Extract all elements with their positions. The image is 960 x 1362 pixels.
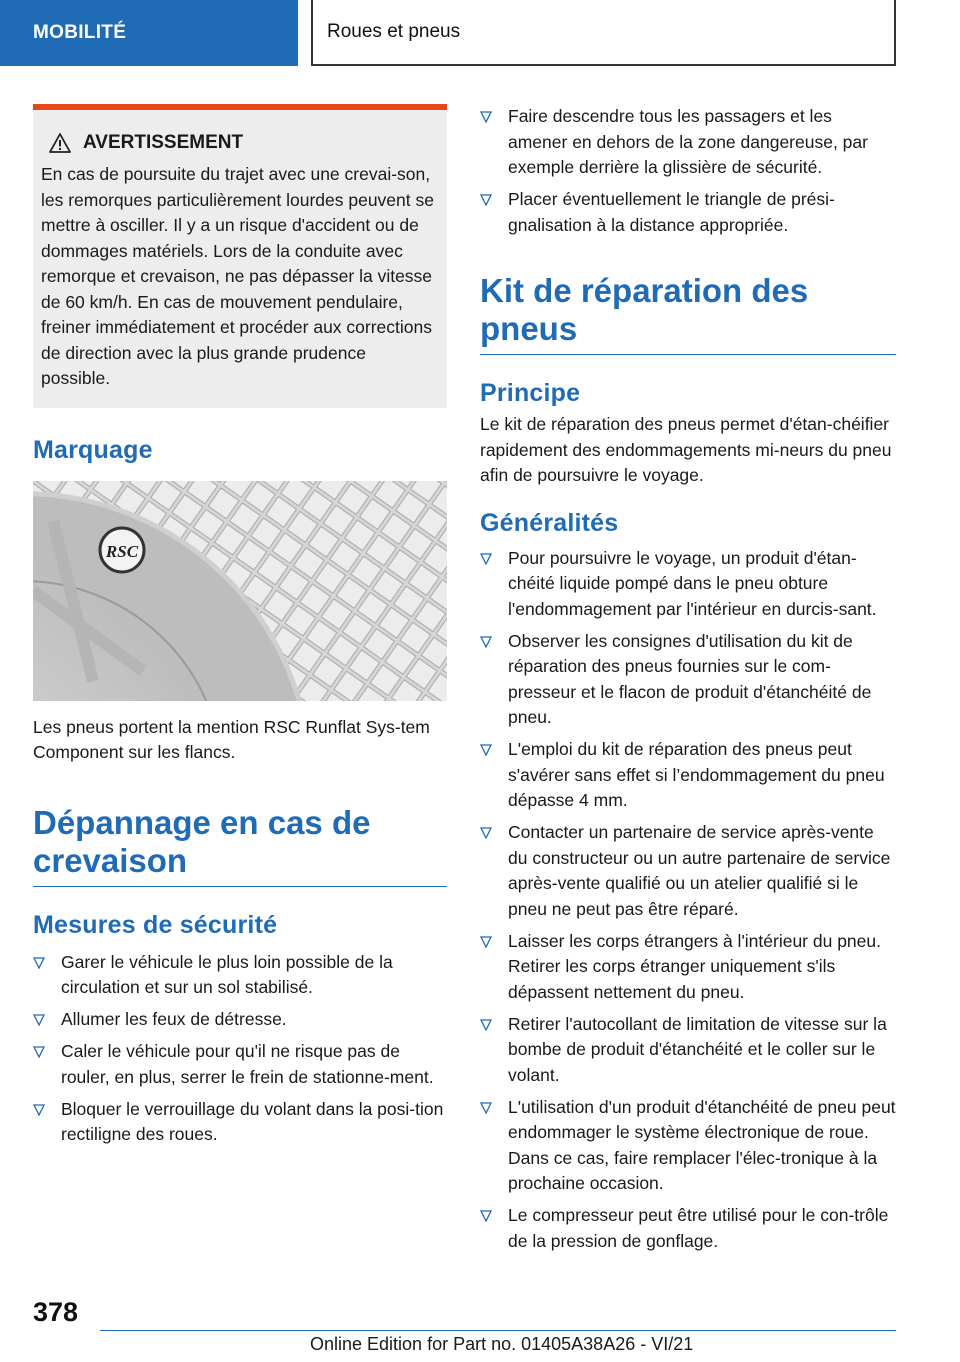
list-item: Pour poursuivre le voyage, un produit d'étan‐chéité liquide pompé dans le pneu obture l'endommagement par l'intérieur en durcis‐sant. [480, 546, 896, 623]
bullet-triangle-icon [33, 957, 45, 969]
depannage-heading: Dépannage en cas de crevaison [33, 804, 447, 887]
rsc-logo-text: RSC [105, 541, 139, 561]
warning-triangle-icon [49, 133, 71, 153]
marquage-caption: Les pneus portent la mention RSC Runflat Sys‐tem Component sur les flancs. [33, 716, 430, 762]
bullet-triangle-icon [480, 1210, 492, 1222]
chapter-title: Roues et pneus [327, 21, 461, 42]
marquage-heading: Marquage [33, 435, 153, 464]
bullet-triangle-icon [480, 194, 492, 206]
chapter-tab [311, 0, 896, 66]
list-item: Laisser les corps étrangers à l'intérieur du pneu. Retirer les corps étranger uniquement s'ils dépassent nettement du pneu. [480, 929, 896, 1006]
principe-heading: Principe [480, 379, 581, 407]
section-title: MOBILITÉ [33, 22, 127, 43]
generalites-heading: Généralités [480, 508, 619, 537]
bullet-triangle-icon [480, 553, 492, 565]
warning-header [41, 132, 437, 154]
warning-text: En cas de poursuite du trajet avec une crevai‐son, les remorques particulièrement lourdes peuvent se mettre à osciller. Il y a un risque d'accident ou de dommages matériels. Lors de la conduite avec remorque et crevaison, ne pas dépasser la vitesse de 60 km/h. En cas de mouvement pendulaire, freiner immédiatement et procéder aux corrections de direction avec la plus grande prudence possible. [41, 164, 434, 388]
bullet-triangle-icon [480, 1102, 492, 1114]
bullet-triangle-icon [480, 1019, 492, 1031]
list-item: Contacter un partenaire de service après-vente du constructeur ou un autre partenaire de service après-vente qualifié ou un atelier qualifié si le pneu ne peut pas être réparé. [480, 820, 896, 922]
safety-list [33, 950, 447, 1148]
list-item: Le compresseur peut être utilisé pour le con‐trôle de la pression de gonflage. [480, 1203, 896, 1254]
list-item: Faire descendre tous les passagers et les amener en dehors de la zone dangereuse, par exemple derrière la glissière de sécurité. [480, 104, 896, 181]
right-column [480, 104, 896, 1261]
bullet-triangle-icon [480, 111, 492, 123]
tire-sidewall-image [33, 481, 447, 701]
list-item: Caler le véhicule pour qu'il ne risque pas de rouler, en plus, serrer le frein de stationne‐ment. [33, 1039, 447, 1090]
kit-heading: Kit de réparation des pneus [480, 272, 896, 355]
bullet-triangle-icon [480, 936, 492, 948]
generalites-list [480, 546, 896, 1255]
safety-list-continued [480, 104, 896, 238]
bullet-triangle-icon [33, 1104, 45, 1116]
bullet-triangle-icon [480, 827, 492, 839]
left-column [33, 104, 447, 1154]
warning-title: AVERTISSEMENT [83, 132, 244, 153]
list-item: Allumer les feux de détresse. [33, 1007, 447, 1033]
section-tab [0, 0, 298, 66]
list-item: L'utilisation d'un produit d'étanchéité de pneu peut endommager le système électronique de roue. Dans ce cas, faire remplacer l'élec‐tronique à la prochaine occasion. [480, 1095, 896, 1197]
list-item: Placer éventuellement le triangle de prési‐gnalisation à la distance appropriée. [480, 187, 896, 238]
bullet-triangle-icon [33, 1014, 45, 1026]
bullet-triangle-icon [480, 744, 492, 756]
principe-text: Le kit de réparation des pneus permet d'étan‐chéifier rapidement des endommagements mi‐neurs du pneu afin de poursuivre le voyage. [480, 414, 892, 485]
list-item: Observer les consignes d'utilisation du kit de réparation des pneus fournies sur le com‐presseur et le flacon de produit d'étanchéité de pneu. [480, 629, 896, 731]
bullet-triangle-icon [33, 1046, 45, 1058]
safety-heading: Mesures de sécurité [33, 910, 278, 939]
list-item: L'emploi du kit de réparation des pneus peut s'avérer sans effet si l’endommagement du pneu dépasse 4 mm. [480, 737, 896, 814]
list-item: Garer le véhicule le plus loin possible de la circulation et sur un sol stabilisé. [33, 950, 447, 1001]
list-item: Retirer l'autocollant de limitation de vitesse sur la bombe de produit d'étanchéité et le coller sur le volant. [480, 1012, 896, 1089]
edition-text: Online Edition for Part no. 01405A38A26 - VI/21 [310, 1334, 694, 1354]
page-number: 378 [33, 1297, 79, 1327]
footer-divider [100, 1330, 896, 1331]
warning-box [33, 104, 447, 408]
bullet-triangle-icon [480, 636, 492, 648]
list-item: Bloquer le verrouillage du volant dans la posi‐tion rectiligne des roues. [33, 1097, 447, 1148]
